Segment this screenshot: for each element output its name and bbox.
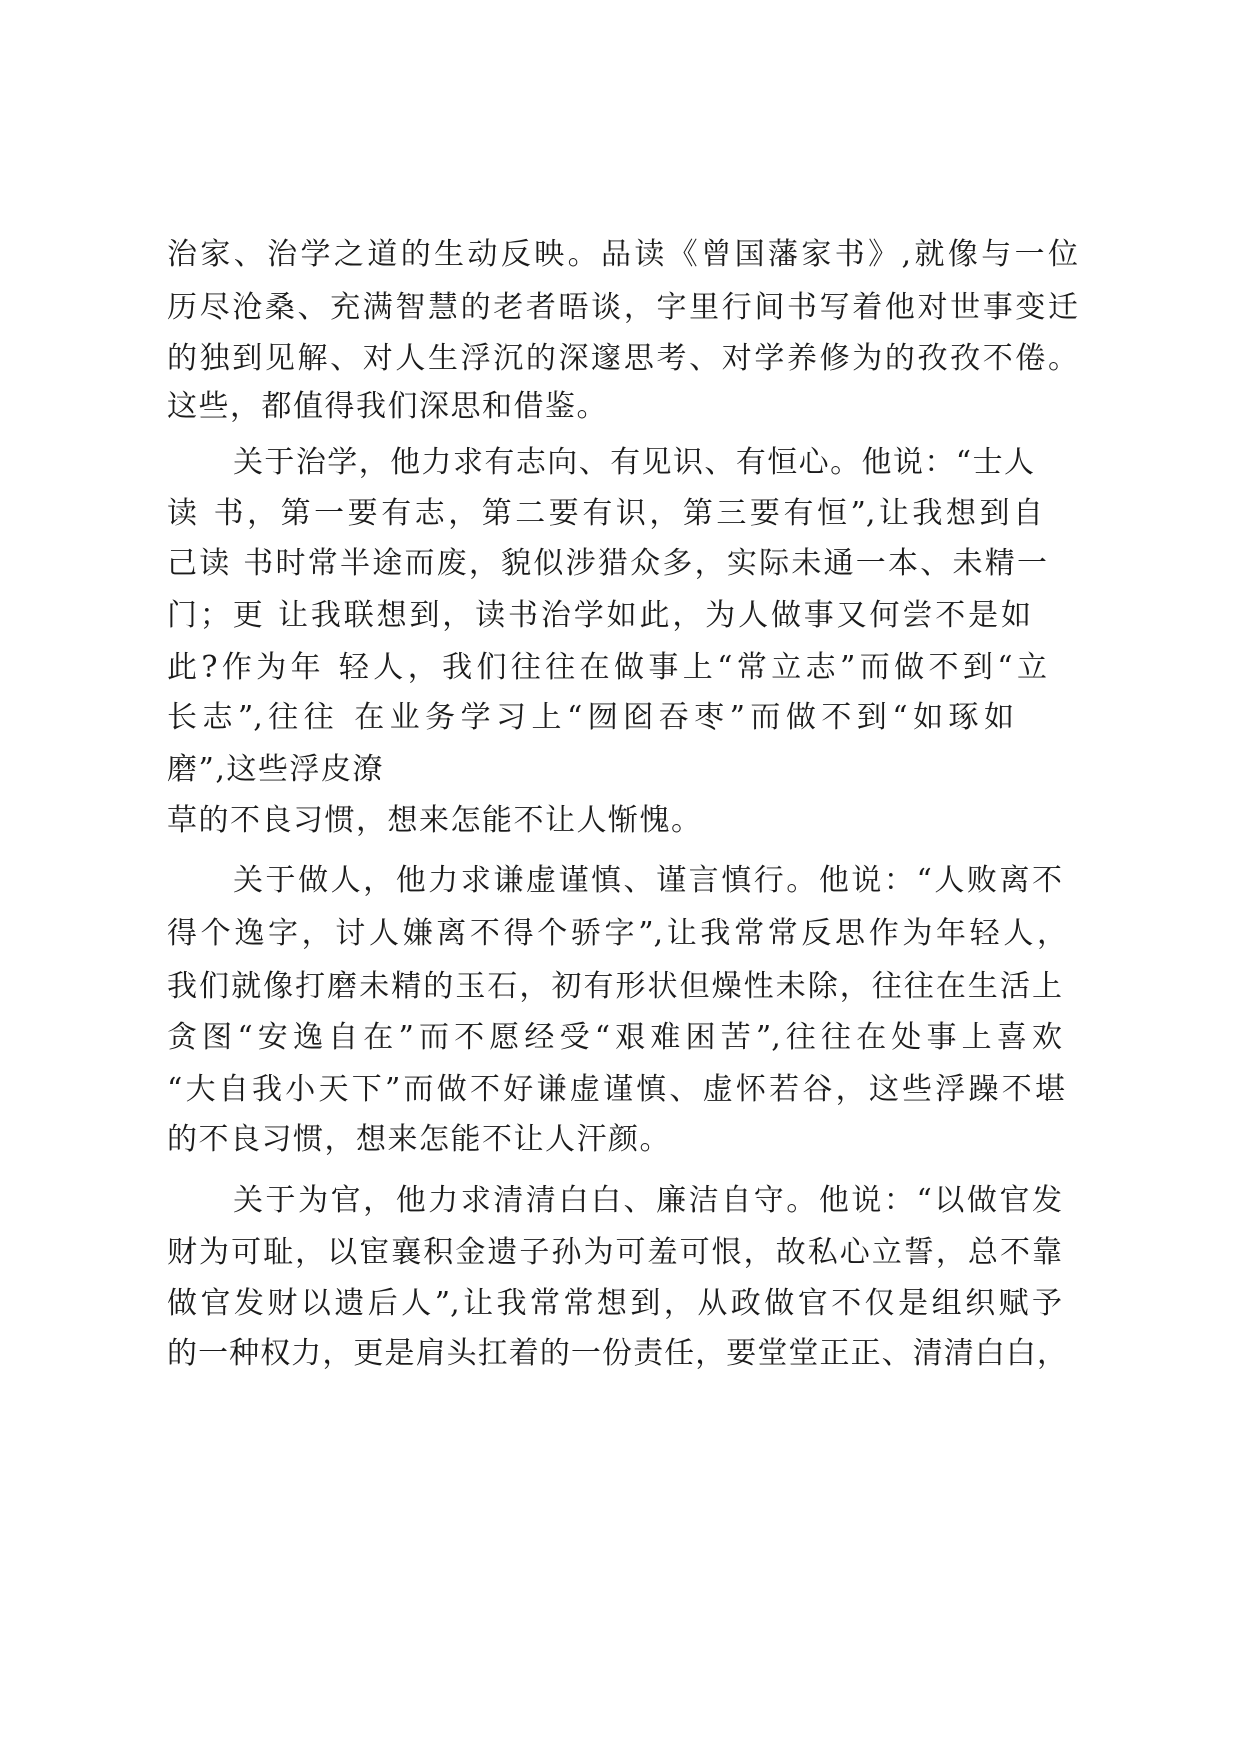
text-line: 的独到见解、对人生浮沉的深邃思考、对学养修为的孜孜不倦。 bbox=[167, 341, 1078, 376]
text-line: 关于治学，他力求有志向、有见识、有恒心。他说：“士人 bbox=[233, 445, 1034, 480]
text-line: 我们就像打磨未精的玉石，初有形状但燥性未除，往往在生活上 bbox=[167, 969, 1062, 1004]
text-line: 关于做人，他力求谦虚谨慎、谨言慎行。他说：“人败离不 bbox=[233, 863, 1062, 898]
text-line: 的一种权力，更是肩头扛着的一份责任，要堂堂正正、清清白白， bbox=[167, 1336, 1067, 1371]
text-line: 这些，都值得我们深思和借鉴。 bbox=[167, 389, 608, 424]
text-line: 治家、治学之道的生动反映。品读《曾国藩家书》,就像与一位 bbox=[167, 237, 1078, 272]
text-line: 历尽沧桑、充满智慧的老者晤谈，字里行间书写着他对世事变迁 bbox=[167, 290, 1078, 325]
text-line: 做官发财以遗后人”,让我常常想到，从政做官不仅是组织赋予 bbox=[167, 1286, 1062, 1321]
text-line: 己读 书时常半途而废，貌似涉猎众多，实际未通一本、未精一 bbox=[167, 546, 1047, 581]
text-line: 读 书，第一要有志，第二要有识，第三要有恒”,让我想到自 bbox=[167, 496, 1043, 531]
text-line: 得个逸字，讨人嫌离不得个骄字”,让我常常反思作为年轻人， bbox=[167, 916, 1067, 951]
text-line: 长志”,往往 在业务学习上“囫囵吞枣”而做不到“如琢如 bbox=[167, 700, 1014, 735]
text-line: “大自我小天下”而做不好谦虚谨慎、虚怀若谷，这些浮躁不堪 bbox=[167, 1072, 1065, 1107]
text-line: 关于为官，他力求清清白白、廉洁自守。他说：“以做官发 bbox=[233, 1183, 1062, 1218]
text-line: 贪图“安逸自在”而不愿经受“艰难困苦”,往往在处事上喜欢 bbox=[167, 1020, 1062, 1055]
text-line: 财为可耻，以宦襄积金遗子孙为可羞可恨，故私心立誓，总不靠 bbox=[167, 1235, 1062, 1270]
text-line: 门；更 让我联想到，读书治学如此，为人做事又何尝不是如 bbox=[167, 598, 1031, 633]
text-line: 此?作为年 轻人，我们往往在做事上“常立志”而做不到“立 bbox=[167, 650, 1047, 685]
text-line: 的不良习惯，想来怎能不让人汗颜。 bbox=[167, 1122, 671, 1157]
text-line: 磨”,这些浮皮潦 bbox=[167, 752, 384, 787]
text-line: 草的不良习惯，想来怎能不让人惭愧。 bbox=[167, 803, 703, 838]
